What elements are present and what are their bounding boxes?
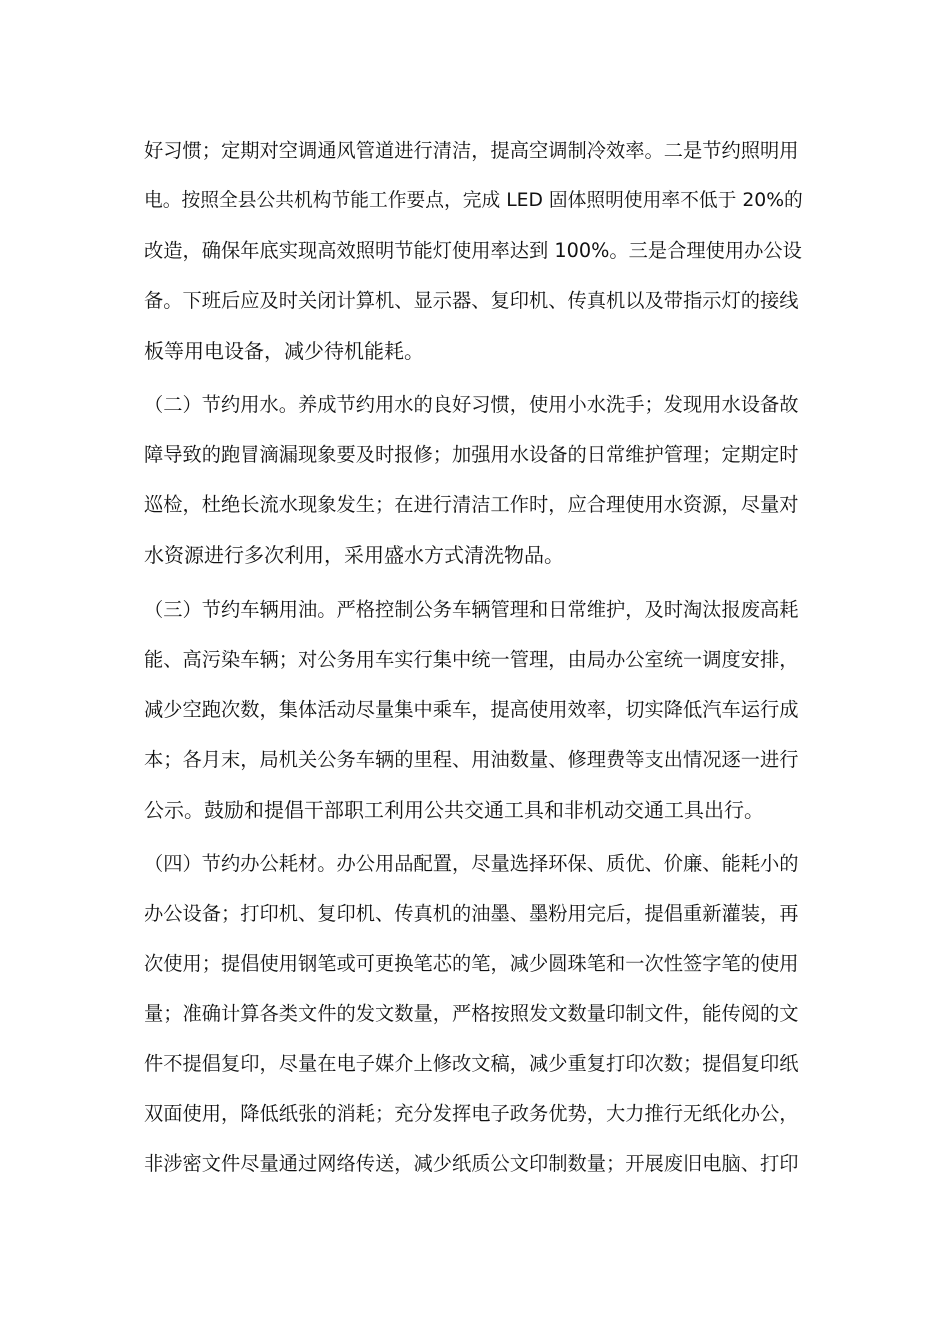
text-line: 公示。鼓励和提倡干部职工利用公共交通工具和非机动交通工具出行。 — [144, 798, 764, 822]
text-line: 本；各月末，局机关公务车辆的里程、用油数量、修理费等支出情况逐一进行 — [144, 748, 799, 771]
text-line: 板等用电设备，减少待机能耗。 — [144, 339, 424, 363]
text-line: 减少空跑次数，集体活动尽量集中乘车，提高使用效率，切实降低汽车运行成 — [144, 698, 799, 721]
text-line: 办公设备；打印机、复印机、传真机的油墨、墨粉用完后，提倡重新灌装，再 — [144, 902, 799, 925]
text-line: 水资源进行多次利用，采用盛水方式清洗物品。 — [144, 543, 564, 567]
text-line: 非涉密文件尽量通过网络传送，减少纸质公文印制数量；开展废旧电脑、打印 — [144, 1152, 799, 1175]
text-line: （四）节约办公耗材。办公用品配置，尽量选择环保、质优、价廉、能耗小的 — [144, 852, 799, 875]
text-line: 改造，确保年底实现高效照明节能灯使用率达到 100%。三是合理使用办公设 — [144, 239, 802, 262]
text-line: 量；准确计算各类文件的发文数量，严格按照发文数量印制文件，能传阅的文 — [144, 1002, 799, 1025]
text-line: 次使用；提倡使用钢笔或可更换笔芯的笔，减少圆珠笔和一次性签字笔的使用 — [144, 952, 799, 975]
text-line: 障导致的跑冒滴漏现象要及时报修；加强用水设备的日常维护管理；定期定时 — [144, 443, 799, 466]
text-line: 好习惯；定期对空调通风管道进行清洁，提高空调制冷效率。二是节约照明用 — [144, 139, 799, 162]
text-line: 件不提倡复印，尽量在电子媒介上修改文稿，减少重复打印次数；提倡复印纸 — [144, 1052, 799, 1075]
text-line: 双面使用，降低纸张的消耗；充分发挥电子政务优势，大力推行无纸化办公， — [144, 1102, 799, 1125]
text-line: （三）节约车辆用油。严格控制公务车辆管理和日常维护，及时淘汰报废高耗 — [144, 598, 799, 621]
text-line: 巡检，杜绝长流水现象发生；在进行清洁工作时，应合理使用水资源，尽量对 — [144, 493, 799, 516]
text-line: 电。按照全县公共机构节能工作要点，完成 LED 固体照明使用率不低于 20%的 — [144, 190, 803, 211]
text-line: （二）节约用水。养成节约用水的良好习惯，使用小水洗手；发现用水设备故 — [144, 393, 799, 416]
text-line: 能、高污染车辆；对公务用车实行集中统一管理，由局办公室统一调度安排， — [144, 648, 799, 671]
text-line: 备。下班后应及时关闭计算机、显示器、复印机、传真机以及带指示灯的接线 — [144, 289, 799, 312]
